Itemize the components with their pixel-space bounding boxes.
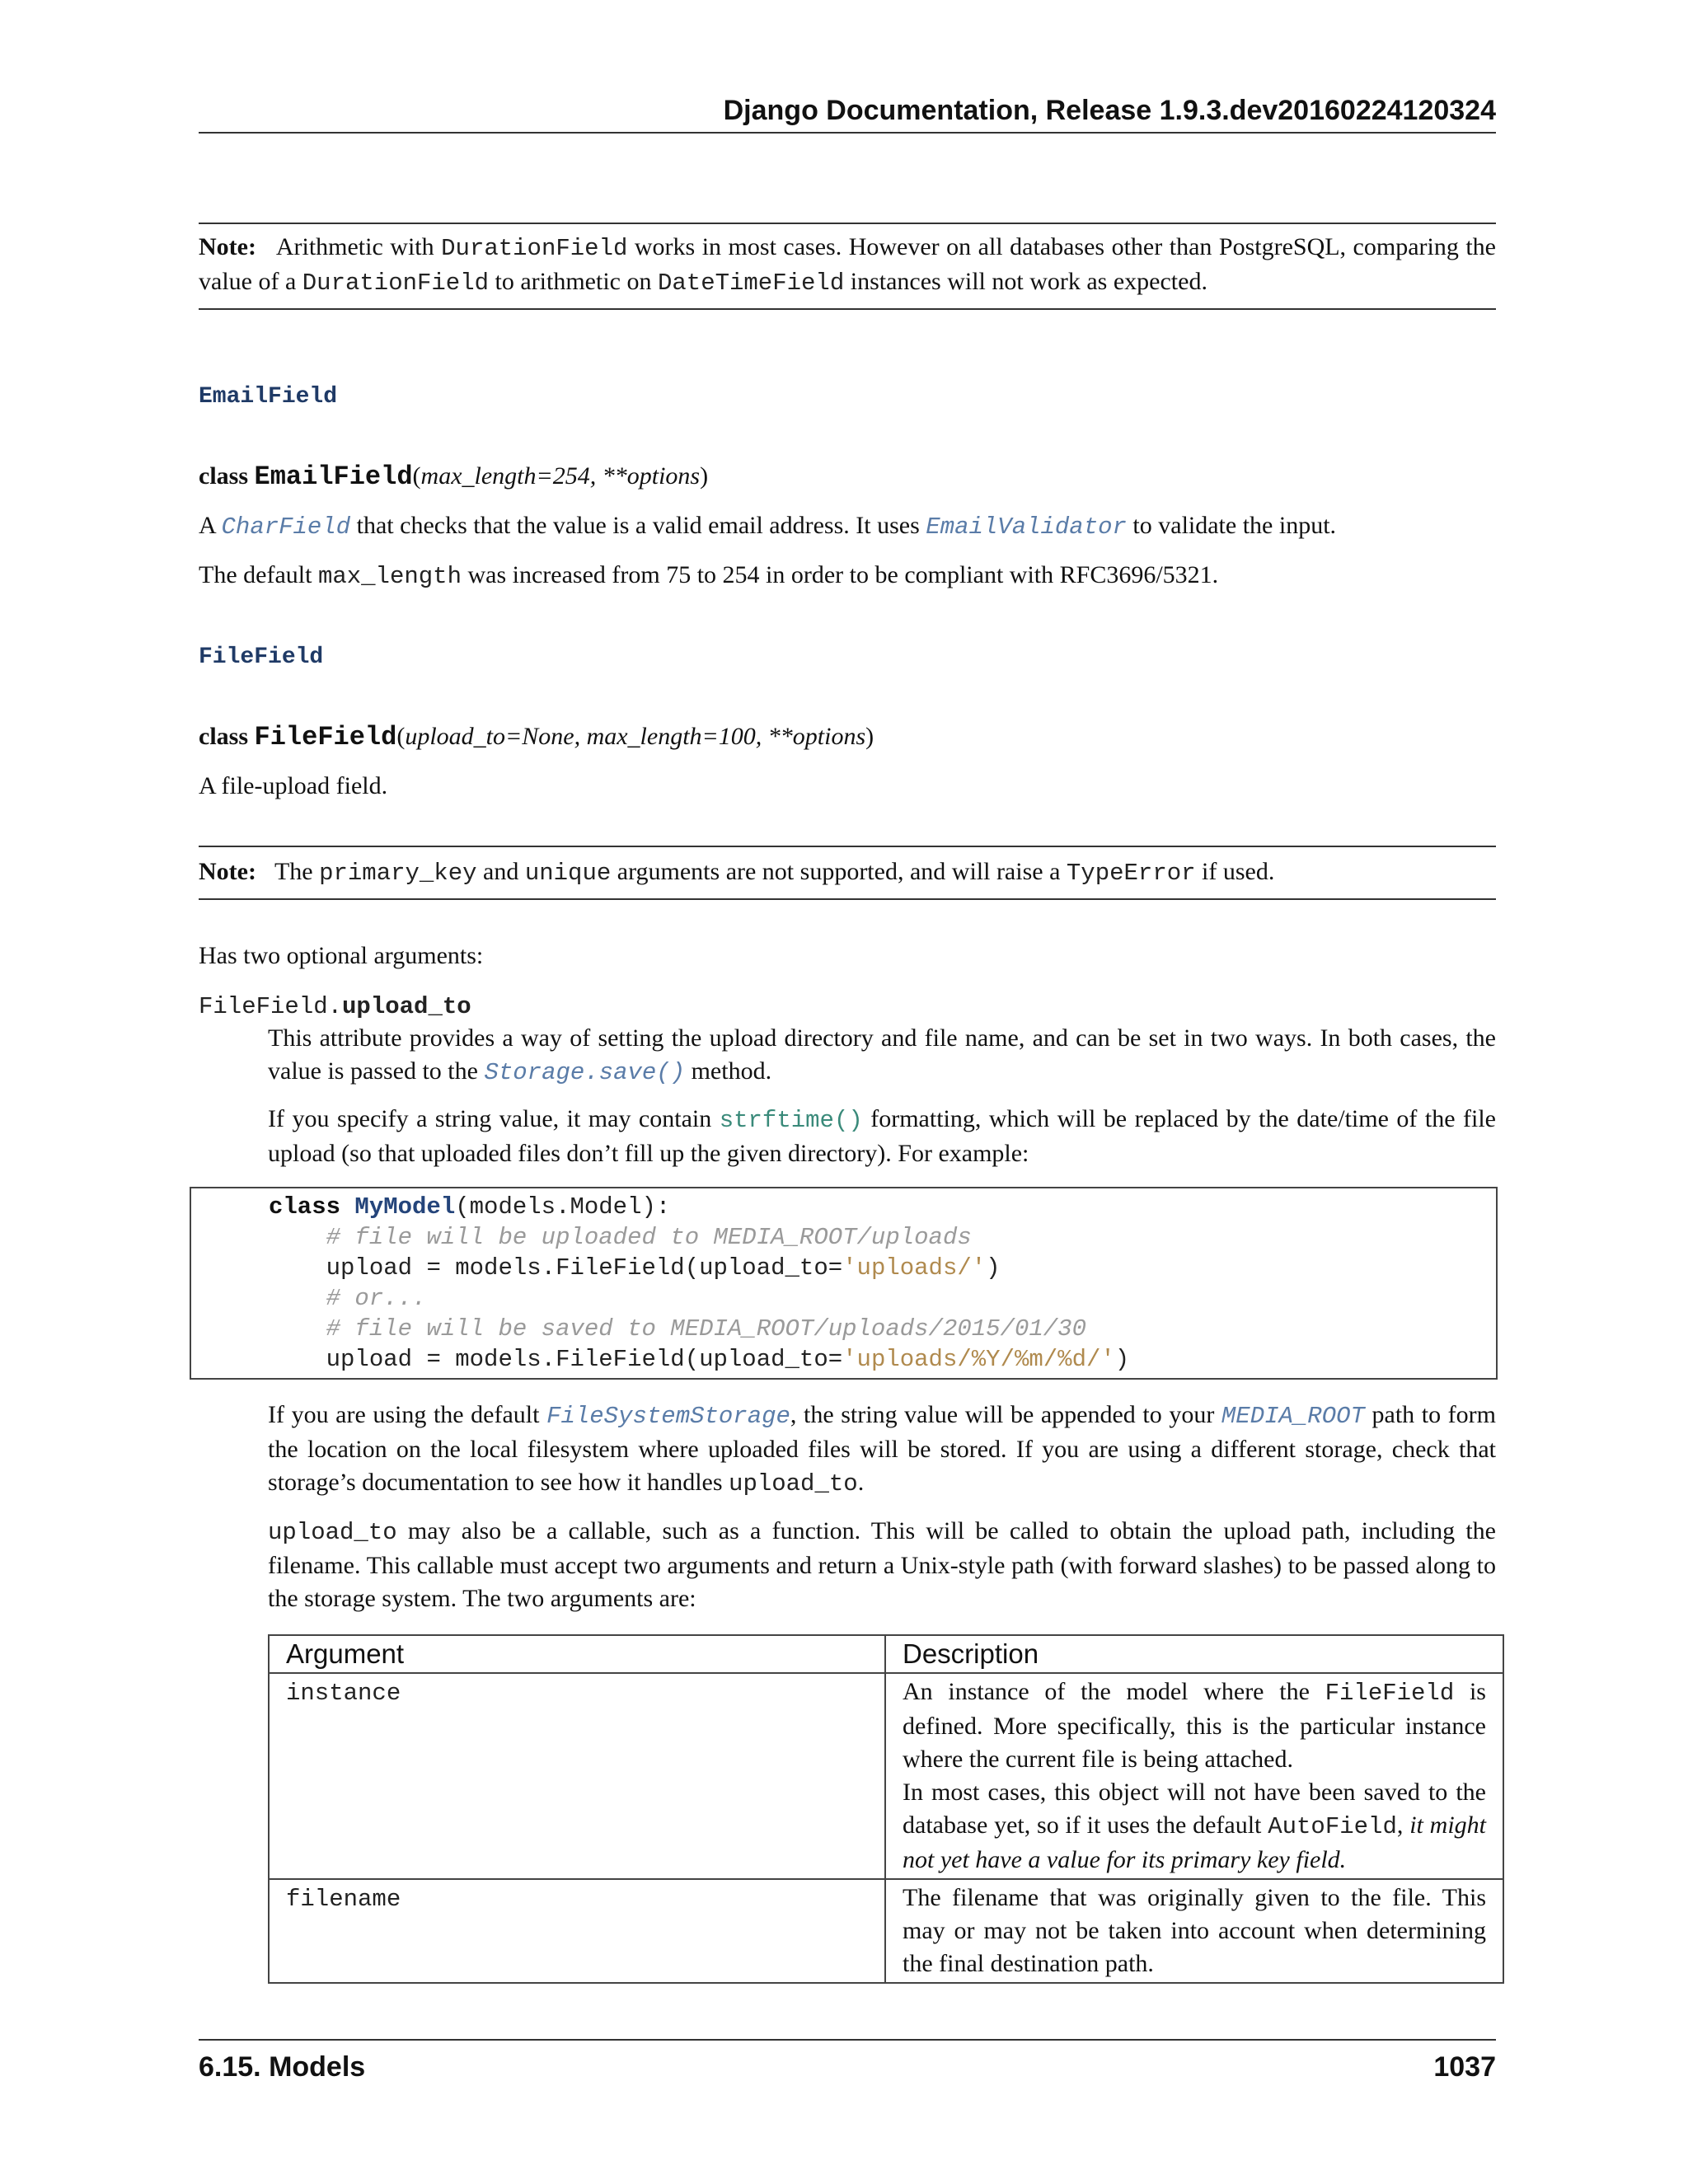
note-label: Note: xyxy=(199,858,256,885)
signature-name: EmailField xyxy=(254,462,413,492)
filefield-description: A file-upload field. xyxy=(199,772,388,799)
page-footer xyxy=(199,2039,1496,2090)
argument-name: filename xyxy=(286,1886,401,1913)
upload-to-strftime: If you specify a string value, it may contain strftime() formatting, which will be replaced by the date/time of the file upload (so that uploaded files don’t fill up the given directory). For example: xyxy=(268,1105,1496,1167)
table-row xyxy=(269,1879,1503,1983)
link-charfield[interactable]: CharField xyxy=(221,513,351,541)
argument-description: The filename that was originally given to the file. This may or may not be taken into account when determining the final destination path. xyxy=(885,1879,1503,1983)
argument-name: instance xyxy=(286,1680,401,1707)
note-label: Note: xyxy=(199,233,256,260)
attribute-upload-to: FileField.upload_to xyxy=(199,993,471,1020)
code-datetimefield: DateTimeField xyxy=(657,269,845,297)
signature-name: FileField xyxy=(254,722,397,752)
code-durationfield: DurationField xyxy=(302,269,490,297)
footer-section: 6.15. Models xyxy=(199,2051,366,2083)
code-durationfield: DurationField xyxy=(441,235,628,262)
section-title-emailfield[interactable]: EmailField xyxy=(199,384,338,410)
column-header-argument: Argument xyxy=(269,1635,885,1673)
section-title-filefield[interactable]: FileField xyxy=(199,644,324,670)
code-example xyxy=(190,1187,1498,1380)
note-primary-key: Note: The primary_key and unique arguments are not supported, and will raise a TypeError if used. xyxy=(199,846,1496,900)
page-header xyxy=(199,91,1496,134)
arguments-table xyxy=(268,1634,1504,1984)
upload-to-callable: upload_to may also be a callable, such as a function. This will be called to obtain the upload path, including the filename. This callable must accept two arguments and return a Unix-style path (with forward slashes) to be passed along to the storage system. The two arguments are: xyxy=(268,1517,1496,1612)
code-block: class MyModel(models.Model): # file will be uploaded to MEDIA_ROOT/uploads upload = models.FileField(upload_to='uploads/') # or... # file will be saved to MEDIA_ROOT/uploads/2015/01/30 upload = models.FileField(upload_to='uploads/%Y/%m/%d/') xyxy=(269,1193,1130,1373)
note-duration: Note: Arithmetic with DurationField works in most cases. However on all databases other than PostgreSQL, comparing the value of a DurationField to arithmetic on DateTimeField instances will not work as expected. xyxy=(199,223,1496,310)
upload-to-filesystemstorage: If you are using the default FileSystemStorage, the string value will be appended to your MEDIA_ROOT path to form the location on the local filesystem where uploaded files will be stored. If you are using a different storage, check that storage’s documentation to see how it handles upload_to. xyxy=(268,1401,1496,1497)
emailfield-maxlength-note: The default max_length was increased from 75 to 254 in order to be compliant with RFC3696/5321. xyxy=(199,561,1219,590)
emailfield-description: A CharField that checks that the value is a valid email address. It uses EmailValidator to validate the input. xyxy=(199,512,1337,541)
argument-description: An instance of the model where the FileField is defined. More specifically, this is the particular instance where the current file is being attached. In most cases, this object will not have been saved to the database yet, so if it uses the default AutoField, it might not yet have a value for its primary key field. xyxy=(885,1673,1503,1879)
link-media-root[interactable]: MEDIA_ROOT xyxy=(1221,1403,1365,1430)
link-filesystemstorage[interactable]: FileSystemStorage xyxy=(546,1403,790,1430)
signature-emailfield: class EmailField(max_length=254, **options) xyxy=(199,462,709,492)
signature-filefield: class FileField(upload_to=None, max_length=100, **options) xyxy=(199,722,874,752)
column-header-description: Description xyxy=(885,1635,1503,1673)
link-storage-save[interactable]: Storage.save() xyxy=(484,1059,686,1086)
link-strftime[interactable]: strftime() xyxy=(719,1107,863,1134)
header-title: Django Documentation, Release 1.9.3.dev20160224120324 xyxy=(723,95,1496,126)
page-number: 1037 xyxy=(1433,2051,1496,2083)
optional-arguments-intro: Has two optional arguments: xyxy=(199,942,484,969)
upload-to-description: This attribute provides a way of setting the upload directory and file name, and can be set in two ways. In both cases, the value is passed to the Storage.save() method. xyxy=(268,1024,1496,1086)
table-header-row xyxy=(269,1635,1503,1673)
table-row xyxy=(269,1673,1503,1879)
link-emailvalidator[interactable]: EmailValidator xyxy=(926,513,1127,541)
